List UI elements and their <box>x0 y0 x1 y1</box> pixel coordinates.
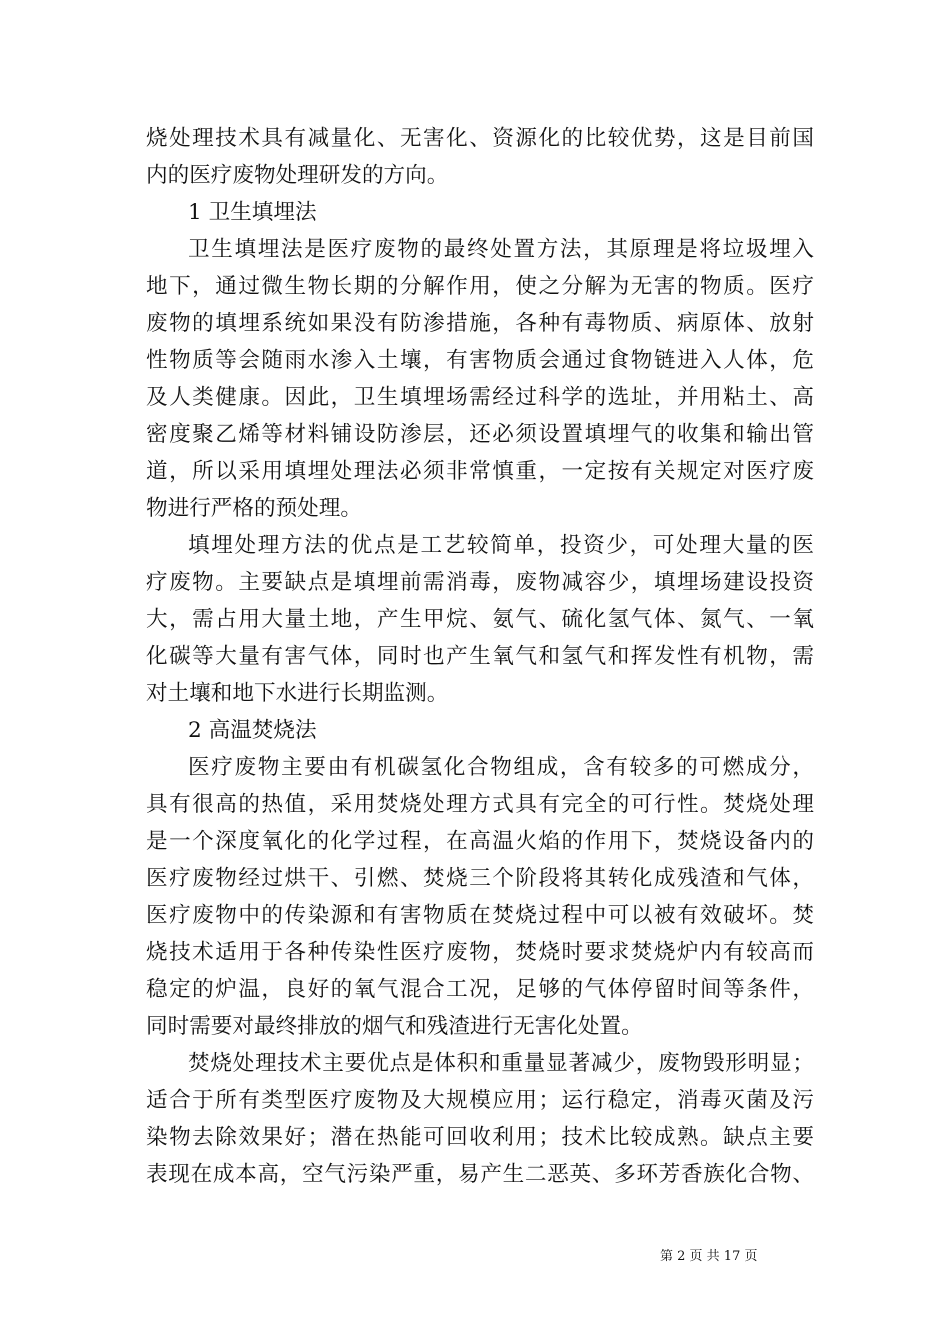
text-line: 性物质等会随雨水渗入土壤，有害物质会通过食物链进入人体，危 <box>146 348 814 373</box>
text-line: 物进行严格的预处理。 <box>146 496 362 521</box>
text-line: 表现在成本高，空气污染严重，易产生二恶英、多环芳香族化合物、 <box>146 1162 814 1187</box>
text-line: 及人类健康。因此，卫生填埋场需经过科学的选址，并用粘土、高 <box>146 385 814 410</box>
text-line: 道，所以采用填埋处理法必须非常慎重，一定按有关规定对医疗废 <box>146 459 814 484</box>
text-line: 具有很高的热值，采用焚烧处理方式具有完全的可行性。焚烧处理 <box>146 792 814 817</box>
document-body <box>146 120 814 1193</box>
section-heading: 1 卫生填埋法 <box>188 200 317 225</box>
text-line: 医疗废物主要由有机碳氢化合物组成，含有较多的可燃成分， <box>188 755 814 780</box>
text-line: 是一个深度氧化的化学过程，在高温火焰的作用下，焚烧设备内的 <box>146 829 814 854</box>
text-line: 密度聚乙烯等材料铺设防渗层，还必须设置填埋气的收集和输出管 <box>146 422 814 447</box>
text-line: 医疗废物经过烘干、引燃、焚烧三个阶段将其转化成残渣和气体， <box>146 866 814 891</box>
text-line: 染物去除效果好；潜在热能可回收利用；技术比较成熟。缺点主要 <box>146 1125 814 1150</box>
text-line: 稳定的炉温，良好的氧气混合工况，足够的气体停留时间等条件， <box>146 977 814 1002</box>
text-line: 烧技术适用于各种传染性医疗废物，焚烧时要求焚烧炉内有较高而 <box>146 940 814 965</box>
text-line: 医疗废物中的传染源和有害物质在焚烧过程中可以被有效破坏。焚 <box>146 903 814 928</box>
text-line: 对土壤和地下水进行长期监测。 <box>146 681 449 706</box>
text-line: 同时需要对最终排放的烟气和残渣进行无害化处置。 <box>146 1014 643 1039</box>
text-line: 化碳等大量有害气体，同时也产生氧气和氢气和挥发性有机物，需 <box>146 644 814 669</box>
text-line: 卫生填埋法是医疗废物的最终处置方法，其原理是将垃圾埋入 <box>188 237 814 262</box>
text-line: 填埋处理方法的优点是工艺较简单，投资少，可处理大量的医 <box>188 533 814 558</box>
text-line: 适合于所有类型医疗废物及大规模应用；运行稳定，消毒灭菌及污 <box>146 1088 814 1113</box>
text-line: 地下，通过微生物长期的分解作用，使之分解为无害的物质。医疗 <box>146 274 814 299</box>
text-line: 焚烧处理技术主要优点是体积和重量显著减少，废物毁形明显； <box>188 1051 814 1076</box>
text-line: 废物的填埋系统如果没有防渗措施，各种有毒物质、病原体、放射 <box>146 311 814 336</box>
page-number-footer: 第 2 页 共 17 页 <box>660 1249 758 1264</box>
text-line: 疗废物。主要缺点是填埋前需消毒，废物减容少，填埋场建设投资 <box>146 570 814 595</box>
text-line: 内的医疗废物处理研发的方向。 <box>146 163 449 188</box>
text-line: 烧处理技术具有减量化、无害化、资源化的比较优势，这是目前国 <box>146 126 814 151</box>
text-line: 大，需占用大量土地，产生甲烷、氨气、硫化氢气体、氮气、一氧 <box>146 607 814 632</box>
section-heading: 2 高温焚烧法 <box>188 718 317 743</box>
